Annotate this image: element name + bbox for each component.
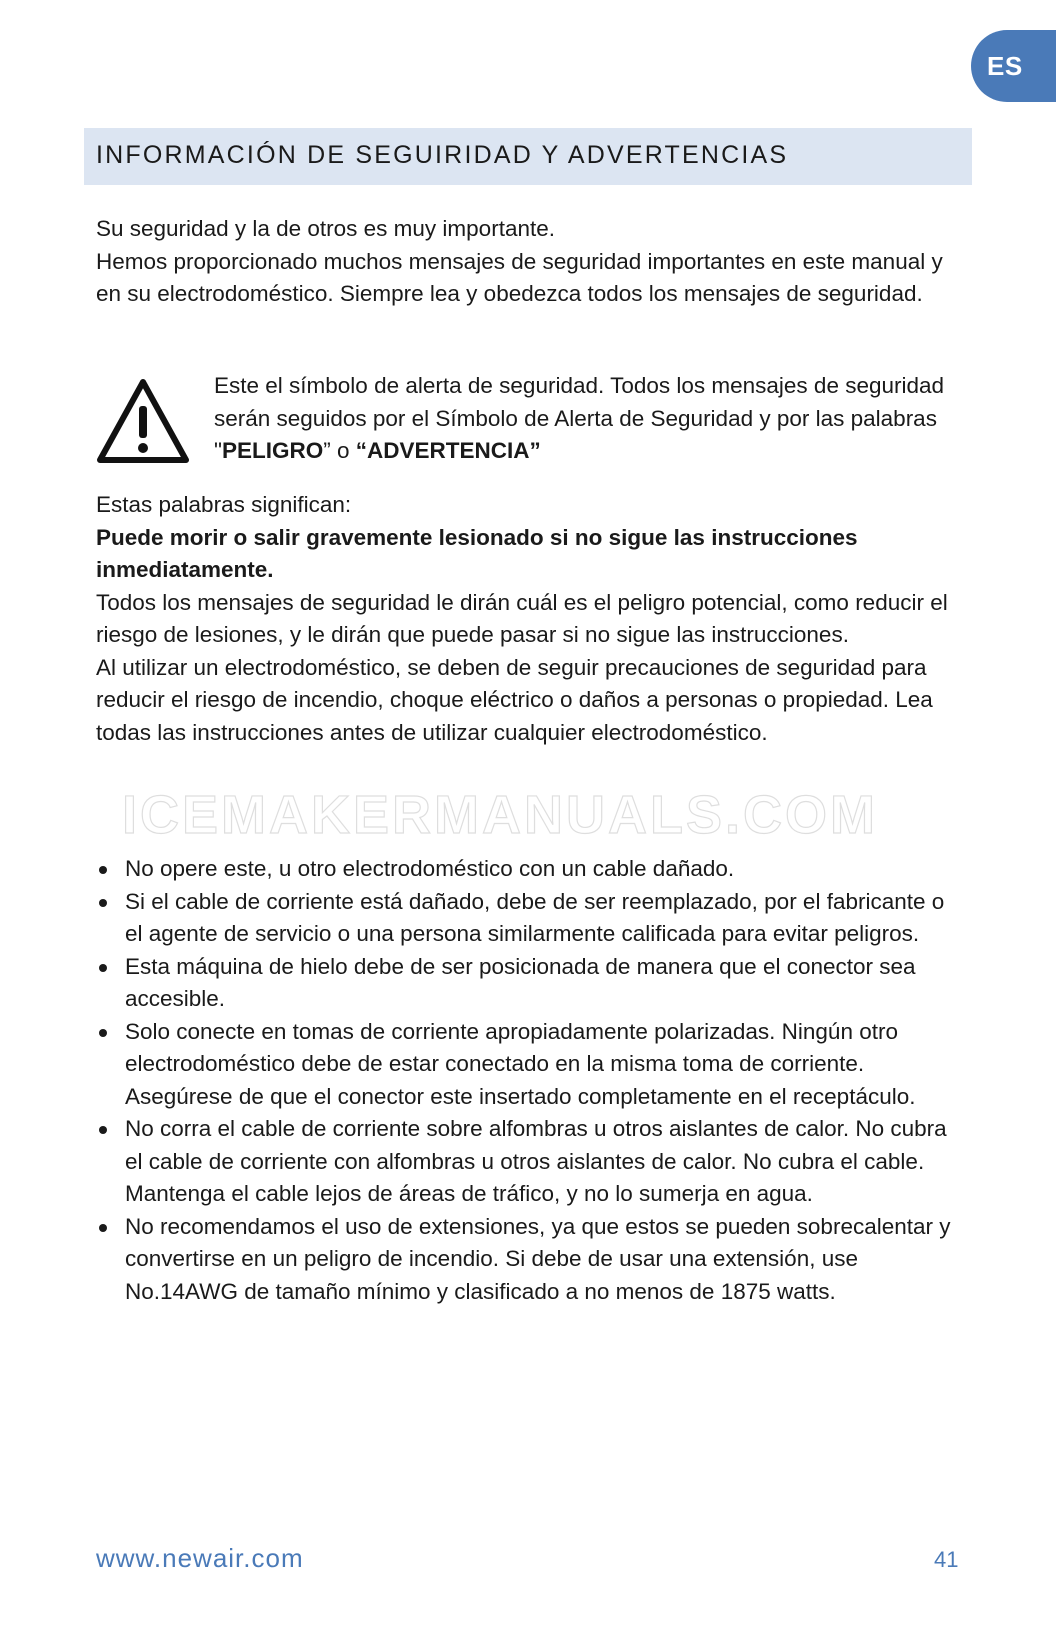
alert-text	[214, 370, 966, 468]
safety-alert-block	[96, 370, 966, 470]
bullet-list	[96, 853, 966, 1308]
alert-word-advertencia: “ADVERTENCIA”	[355, 438, 541, 463]
bullet-item: No recomendamos el uso de extensiones, ya que estos se pueden sobrecalentar y convertirse en un peligro de incendio. Si debe de usar una extensión, use No.14AWG de tamaño mínimo y clasificado a no menos de 1875 watts.	[96, 1211, 966, 1309]
section-title: INFORMACIÓN DE SEGUIRIDAD Y ADVERTENCIAS	[96, 141, 789, 169]
intro-line-1: Su seguridad y la de otros es muy importante.	[96, 216, 555, 241]
alert-word-peligro: PELIGRO	[222, 438, 324, 463]
bullet-item: No corra el cable de corriente sobre alfombras u otros aislantes de calor. No cubra el cable de corriente con alfombras u otros aislantes de calor. No cubra el cable. Mantenga el cable lejos de áreas de tráfico, y no lo sumerja en agua.	[96, 1113, 966, 1211]
intro-block	[96, 213, 966, 311]
language-label: ES	[987, 51, 1023, 81]
language-tab	[971, 30, 1056, 102]
watermark: ICEMAKERMANUALS.COM	[122, 785, 878, 845]
bullet-section	[96, 853, 966, 1308]
meaning-block	[96, 489, 966, 749]
bullet-item: Si el cable de corriente está dañado, debe de ser reemplazado, por el fabricante o el agente de servicio o una persona similarmente calificada para evitar peligros.	[96, 886, 966, 951]
intro-line-2: Hemos proporcionado muchos mensajes de seguridad importantes en este manual y en su electrodoméstico. Siempre lea y obedezca todos los mensajes de seguridad.	[96, 248, 943, 306]
paragraph-2: Al utilizar un electrodoméstico, se deben de seguir precauciones de seguridad para reducir el riesgo de incendio, choque eléctrico o daños a personas o propiedad. Lea todas las instrucciones antes de utilizar cualquier electrodoméstico.	[96, 654, 933, 745]
paragraph-1: Todos los mensajes de seguridad le dirán cuál es el peligro potencial, como reducir el riesgo de lesiones, y le dirán que puede pasar si no sigue las instrucciones.	[96, 589, 948, 647]
warning-triangle-icon	[96, 378, 190, 464]
alert-text-before: Este el símbolo de alerta de seguridad. Todos los mensajes de seguridad serán seguidos por el Símbolo de Alerta de Seguridad y por las palabras "	[214, 373, 945, 463]
meaning-bold: Puede morir o salir gravemente lesionado si no sigue las instrucciones inmediatamente.	[96, 524, 858, 582]
footer-url-link[interactable]: www.newair.com	[96, 1543, 304, 1573]
alert-text-middle: ” o	[323, 438, 356, 463]
bullet-item: Solo conecte en tomas de corriente apropiadamente polarizadas. Ningún otro electrodoméstico debe de estar conectado en la misma toma de corriente. Asegúrese de que el conector este insertado completamente en el receptáculo.	[96, 1016, 966, 1114]
meaning-intro: Estas palabras significan:	[96, 492, 352, 517]
bullet-item: Esta máquina de hielo debe de ser posicionada de manera que el conector sea accesible.	[96, 951, 966, 1016]
bullet-item: No opere este, u otro electrodoméstico con un cable dañado.	[96, 853, 966, 886]
section-header	[84, 128, 972, 185]
page-number: 41	[934, 1547, 959, 1572]
